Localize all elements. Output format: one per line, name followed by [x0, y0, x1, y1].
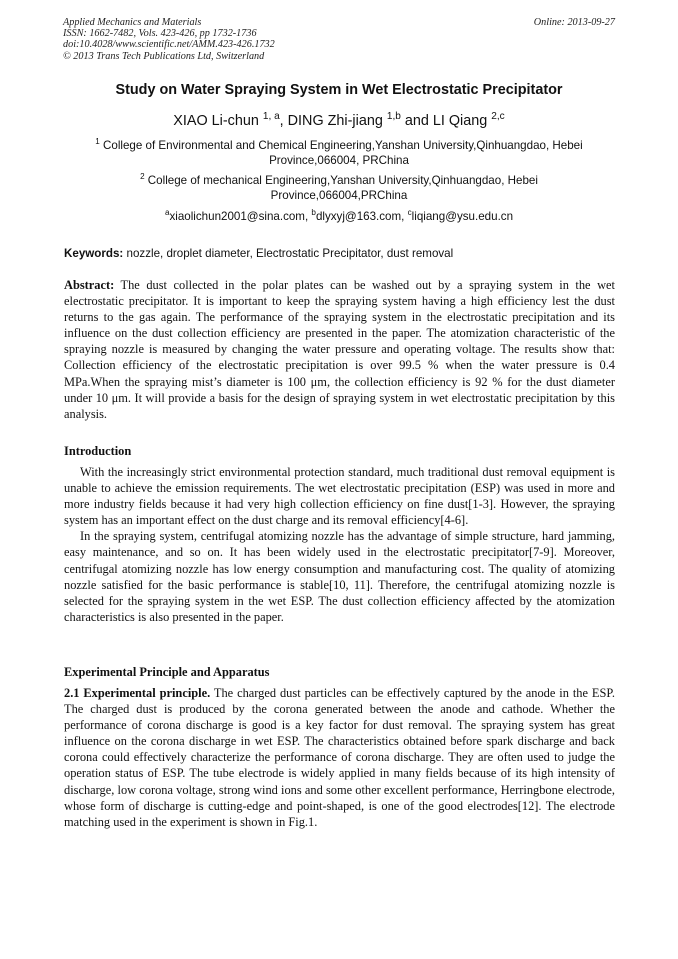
author-line	[40, 113, 638, 129]
abstract	[64, 277, 615, 422]
affiliation-2-text: College of mechanical Engineering,Yanshan University,Qinhuangdao, Hebei Province,066004,PRChina	[144, 174, 538, 202]
email-b-sup: b	[311, 208, 316, 218]
email-a[interactable]: xiaolichun2001@sina.com,	[169, 210, 312, 223]
keywords-text: nozzle, droplet diameter, Electrostatic Precipitator, dust removal	[123, 247, 454, 260]
introduction-paragraph-1: With the increasingly strict environmental protection standard, much traditional dust removal equipment is unable to achieve the emission requirements. The wet electrostatic precipitation (ESP) was used in more and more industry fields because it had very high collection efficiency on fine dust[1-3]. However, the spraying system has an important effect on the dust charge and its removal efficiency[4-6].	[64, 465, 615, 528]
subsection-label: 2.1 Experimental principle.	[64, 686, 211, 700]
email-c-sup: c	[407, 208, 412, 218]
introduction-heading: Introduction	[64, 444, 132, 458]
email-a-sup: a	[164, 208, 170, 218]
experimental-heading: Experimental Principle and Apparatus	[64, 665, 270, 679]
issn-line: ISSN: 1662-7482, Vols. 423-426, pp 1732-1736	[63, 28, 257, 40]
email-b[interactable]: dlyxyj@163.com,	[315, 210, 408, 223]
experimental-body	[64, 685, 615, 830]
author-1-sup: 1, a	[262, 111, 280, 123]
journal-name: Applied Mechanics and Materials	[63, 17, 202, 28]
author-1: XIAO Li-chun	[173, 113, 263, 129]
email-c[interactable]: liqiang@ysu.edu.cn	[411, 210, 514, 223]
email-line	[40, 210, 638, 223]
affiliation-2	[72, 173, 606, 203]
abstract-label: Abstract:	[64, 278, 115, 292]
introduction-body	[64, 464, 615, 625]
author-2-sup: 1,b	[386, 111, 401, 123]
journal-header	[63, 17, 615, 62]
experimental-text: The charged dust particles can be effectively captured by the anode in the ESP. The charged dust is produced by the corona generated between the anode and cathode. Whether the performance of corona discharge is good is a key factor for dust removal. The spraying system has great influence on the corona discharge in wet ESP. The characteristics obtained before spark discharge and back corona could effectively characterize the performance of corona discharge. They are often used to judge the operation status of ESP. The tube electrode is widely applied in many fields because of its high intensity of discharge, low corona voltage, strong wind ions and some other excellent performance, Herringbone electrode, whose form of discharge is cutting-edge and point-shaped, is one of the good electrodes[12]. The electrode matching used in the experiment is shown in Fig.1.	[64, 686, 615, 829]
introduction-paragraph-2: In the spraying system, centrifugal atomizing nozzle has the advantage of simple structure, hard jamming, easy maintenance, and so on. It has been widely used in the electrostatic precipitator[7-9]. Moreover, centrifugal atomizing nozzle has low energy consumption and manufacturing cost. The quality of atomizing nozzle satisfied for the basic performance is stable[10, 11]. Therefore, the centrifugal atomizing nozzle is selected for the spraying system in the wet ESP. The dust collection efficiency affected by the atomization characteristics is also presented in the paper.	[64, 529, 615, 624]
abstract-text: The dust collected in the polar plates can be washed out by a spraying system in the wet electrostatic precipitator. It is important to keep the spraying system having a high efficiency lest the dust returns to the gas again. The performance of the spraying system in the electrostatic precipitation and its influence on the dust collection efficiency are presented in the paper. The atomization characteristic of the spraying nozzle is measured by changing the water pressure and operating voltage. The results show that: Collection efficiency of the electrostatic precipitation is over 99.5 % when the water pressure is 0.4 MPa.When the spraying mist’s diameter is 100 μm, the collection efficiency is 92 % for the dust diameter under 10 μm. It will provide a basis for the design of spraying system in wet electrostatic precipitation by this analysis.	[64, 278, 615, 421]
affiliation-1-text: College of Environmental and Chemical Engineering,Yanshan University,Qinhuangdao, Hebei Province,066004, PRChina	[99, 139, 583, 167]
author-2: , DING Zhi-jiang	[279, 113, 387, 129]
affiliation-2-sup: 2	[140, 172, 145, 182]
affiliation-1	[72, 138, 606, 168]
doi-line: doi:10.4028/www.scientific.net/AMM.423-426.1732	[63, 39, 275, 51]
author-3-sup: 2,c	[491, 111, 505, 123]
paper-title: Study on Water Spraying System in Wet Electrostatic Precipitator	[115, 82, 563, 98]
author-3: and LI Qiang	[400, 113, 492, 129]
copyright-line: © 2013 Trans Tech Publications Ltd, Switzerland	[63, 50, 265, 62]
affiliation-1-sup: 1	[95, 137, 100, 147]
keywords	[64, 247, 616, 260]
keywords-label: Keywords:	[64, 247, 124, 260]
online-date: Online: 2013-09-27	[533, 17, 615, 28]
